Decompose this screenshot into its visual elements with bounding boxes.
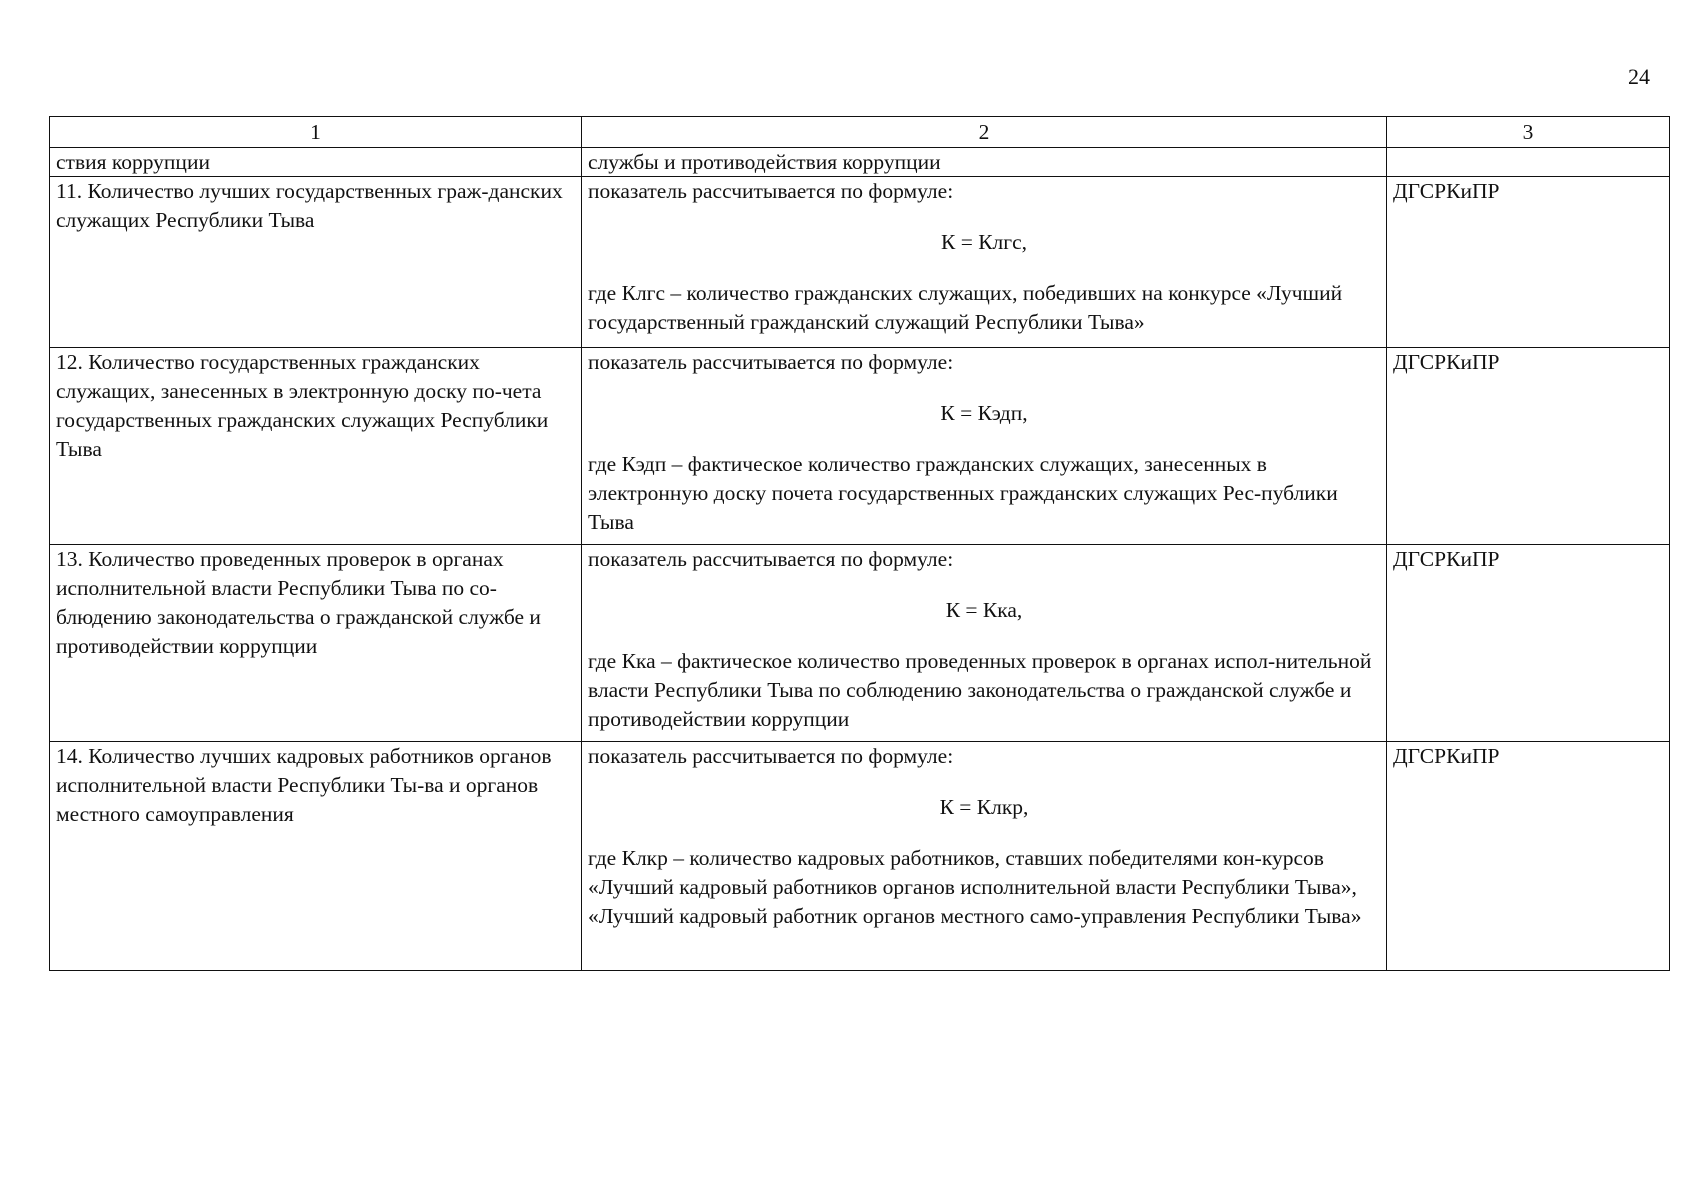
table-row (50, 177, 1670, 348)
responsible-cell: ДГСРКиПР (1387, 177, 1670, 348)
table-row (50, 742, 1670, 971)
method-cell (582, 348, 1387, 545)
method-intro: показатель рассчитывается по формуле: (588, 179, 954, 203)
responsible-cell: ДГСРКиПР (1387, 742, 1670, 971)
method-intro: показатель рассчитывается по формуле: (588, 744, 954, 768)
page-number: 24 (1628, 64, 1650, 89)
method-intro: показатель рассчитывается по формуле: (588, 350, 954, 374)
table-header-row (50, 117, 1670, 148)
indicators-table (49, 116, 1670, 971)
column-header-2: 2 (582, 117, 1387, 148)
formula-explanation: где Клгс – количество гражданских служащих, победивших на конкурсе «Лучший государственный гражданский служащий Республики Тыва» (588, 281, 1343, 334)
continuation-col3 (1387, 148, 1670, 177)
indicator-cell: 14. Количество лучших кадровых работников органов исполнительной власти Республики Ты-ва и органов местного самоуправления (50, 742, 582, 971)
continuation-col2: службы и противодействия коррупции (582, 148, 1387, 177)
indicator-cell: 12. Количество государственных гражданских служащих, занесенных в электронную доску по-чета государственных гражданских служащих Республики Тыва (50, 348, 582, 545)
column-header-3: 3 (1387, 117, 1670, 148)
method-cell (582, 742, 1387, 971)
continuation-row (50, 148, 1670, 177)
responsible-cell: ДГСРКиПР (1387, 348, 1670, 545)
method-cell (582, 177, 1387, 348)
table-row (50, 545, 1670, 742)
table-row (50, 348, 1670, 545)
formula-explanation: где Кка – фактическое количество проведенных проверок в органах испол-нительной власти Республики Тыва по соблюдению законодательства о гражданской службе и противодействии коррупции (588, 649, 1372, 731)
indicator-cell: 11. Количество лучших государственных граж-данских служащих Республики Тыва (50, 177, 582, 348)
continuation-col1: ствия коррупции (50, 148, 582, 177)
responsible-cell: ДГСРКиПР (1387, 545, 1670, 742)
column-header-1: 1 (50, 117, 582, 148)
formula: К = Кэдп, (940, 401, 1028, 425)
method-intro: показатель рассчитывается по формуле: (588, 547, 954, 571)
formula: К = Клгс, (940, 230, 1028, 254)
formula-explanation: где Кэдп – фактическое количество гражданских служащих, занесенных в электронную доску почета государственных гражданских служащих Рес-публики Тыва (588, 452, 1338, 534)
method-cell (582, 545, 1387, 742)
formula: К = Кка, (945, 598, 1023, 622)
formula: К = Клкр, (939, 795, 1029, 819)
formula-explanation: где Клкр – количество кадровых работников, ставших победителями кон-курсов «Лучший кадровый работников органов исполнительной власти Республики Тыва», «Лучший кадровый работник органов местного само-управления Республики Тыва» (588, 846, 1362, 928)
indicator-cell: 13. Количество проведенных проверок в органах исполнительной власти Республики Тыва по со-блюдению законодательства о гражданской службе и противодействии коррупции (50, 545, 582, 742)
